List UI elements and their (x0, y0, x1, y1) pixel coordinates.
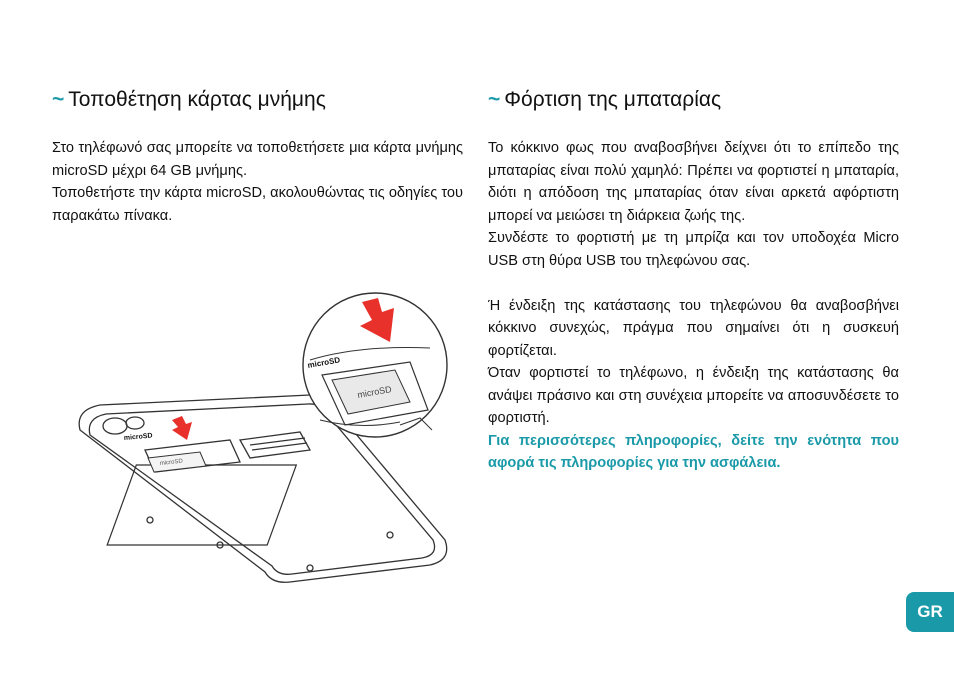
paragraph: Όταν φορτιστεί το τηλέφωνο, η ένδειξη της κατάστασης θα ανάψει πράσινο και στη συνέχεια μπορείτε να αποσυνδέσετε το φορτιστή. (488, 365, 899, 426)
paragraph: Το κόκκινο φως που αναβοσβήνει δείχνει ότι το επίπεδο της μπαταρίας είναι πολύ χαμηλό: Πρέπει να φορτιστεί η μπαταρία, διότι η απόδοση της μπαταρίας όταν είναι αρκετά αφόρτιστη μπορεί να μειώσει τη διάρκεια ζωής της. (488, 140, 899, 224)
slot-label-small: microSD (123, 432, 153, 442)
tilde-bullet-icon: ~ (488, 88, 501, 111)
blank-line (488, 272, 899, 295)
tilde-bullet-icon: ~ (52, 88, 65, 111)
section-heading-battery-charging (488, 88, 721, 112)
paragraph: Στο τηλέφωνό σας μπορείτε να τοποθετήσετε μια κάρτα μνήμης microSD μέχρι 64 GB μνήμης. (52, 140, 463, 179)
battery-charging-text (488, 137, 899, 475)
microsd-insertion-illustration (60, 290, 460, 590)
paragraph: Συνδέστε το φορτιστή με τη μπρίζα και τον υποδοχέα Micro USB στη θύρα USB του τηλεφώνου σας. (488, 230, 899, 269)
heading-text: Φόρτιση της μπαταρίας (504, 88, 722, 111)
zoom-card-label: microSD (356, 384, 393, 400)
language-badge: GR (906, 592, 954, 632)
slot-label-zoom: microSD (306, 355, 341, 370)
insert-arrow-icon (172, 416, 192, 440)
card-label: microSD (159, 458, 184, 467)
paragraph: Ή ένδειξη της κατάστασης του τηλεφώνου θα αναβοσβήνει κόκκινο συνεχώς, πράγμα που σημαίνει ότι η συσκευή φορτίζεται. (488, 297, 899, 359)
heading-text: Τοποθέτηση κάρτας μνήμης (68, 88, 326, 111)
microsd-card (148, 452, 206, 472)
section-heading-memory-card (52, 88, 326, 112)
safety-note: Για περισσότερες πληροφορίες, δείτε την ενότητα που αφορά τις πληροφορίες για την ασφάλεια. (488, 432, 899, 471)
paragraph: Τοποθετήστε την κάρτα microSD, ακολουθώντας τις οδηγίες του παρακάτω πίνακα. (52, 185, 463, 224)
memory-card-text (52, 137, 463, 227)
